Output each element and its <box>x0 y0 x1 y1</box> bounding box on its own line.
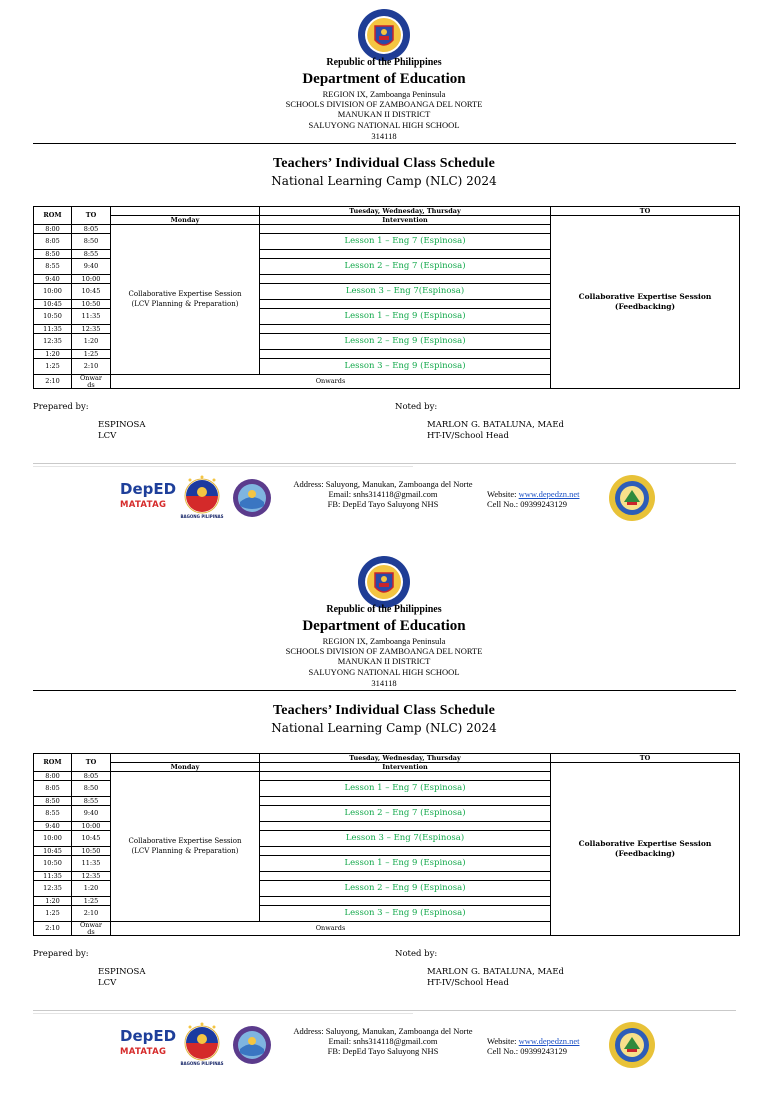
time-to: 10:00 <box>72 275 111 284</box>
intervention-cell <box>260 897 551 906</box>
footer-website-link[interactable]: www.depedzn.net <box>518 1036 580 1046</box>
onwards-part-2: ds <box>87 380 95 389</box>
time-to: 10:50 <box>72 847 111 856</box>
intervention-cell: Lesson 2 – Eng 7 (Espinosa) <box>260 806 551 822</box>
monday-session-cell <box>111 772 260 922</box>
time-to: 2:10 <box>72 359 111 375</box>
footer-address: Address: Saluyong, Manukan, Zamboanga del Norte <box>293 1026 473 1036</box>
col-header-from: ROM <box>34 207 72 225</box>
col-header-monday: Monday <box>111 216 260 225</box>
time-to: 12:35 <box>72 872 111 881</box>
time-from: 10:00 <box>34 284 72 300</box>
col-header-to: TO <box>72 754 111 772</box>
time-to: 12:35 <box>72 325 111 334</box>
prepared-by-name: ESPINOSA <box>98 420 146 430</box>
col-header-to-right: TO <box>551 754 740 763</box>
onwards-part-1: Onwar <box>79 374 103 382</box>
deped-matatag-logo <box>118 1025 177 1065</box>
time-from: 12:35 <box>34 881 72 897</box>
schedule-header-row <box>34 207 740 216</box>
prepared-by-position: LCV <box>98 431 117 441</box>
time-to: 1:20 <box>72 334 111 350</box>
school-seal-logo <box>608 474 656 522</box>
deped-seal-icon <box>357 8 411 62</box>
footer-web-block <box>487 490 579 510</box>
schedule-table <box>33 753 740 936</box>
intervention-cell <box>260 250 551 259</box>
document-subtitle: National Learning Camp (NLC) 2024 <box>271 721 497 735</box>
footer-email: Email: snhs314118@gmail.com <box>328 1035 438 1046</box>
prepared-by-label: Prepared by: <box>33 402 89 412</box>
header-department: Department of Education <box>302 71 466 87</box>
schedule-header-row <box>34 754 740 763</box>
footer-divider-secondary <box>33 466 413 467</box>
footer-website-label: Website: <box>487 1036 519 1046</box>
col-header-intervention: Intervention <box>260 216 551 225</box>
time-from: 8:05 <box>34 234 72 250</box>
feedback-session-sub: (Feedbacking) <box>614 849 676 858</box>
intervention-cell <box>260 822 551 831</box>
matatag-logo-text: MATATAG <box>120 500 167 510</box>
intervention-cell <box>260 872 551 881</box>
header-school: SALUYONG NATIONAL HIGH SCHOOL <box>308 667 460 677</box>
feedback-session-sub: (Feedbacking) <box>614 302 676 311</box>
intervention-cell <box>260 350 551 359</box>
prepared-by-label: Prepared by: <box>33 949 89 959</box>
time-to: 2:10 <box>72 906 111 922</box>
header-divider <box>33 143 736 144</box>
noted-by-position: HT-IV/School Head <box>427 431 509 441</box>
time-from: 10:50 <box>34 309 72 325</box>
footer-cell: Cell No.: 09399243129 <box>487 498 568 509</box>
time-to: 8:50 <box>72 781 111 797</box>
noted-by-label: Noted by: <box>395 949 438 959</box>
header-district: MANUKAN II DISTRICT <box>337 656 431 666</box>
time-from: 1:25 <box>34 359 72 375</box>
onwards-cell: Onwards <box>111 922 551 936</box>
noted-by-position: HT-IV/School Head <box>427 978 509 988</box>
col-header-intervention: Intervention <box>260 763 551 772</box>
intervention-cell <box>260 325 551 334</box>
time-from: 10:45 <box>34 300 72 309</box>
time-from: 10:45 <box>34 847 72 856</box>
col-header-monday: Monday <box>111 763 260 772</box>
col-header-to: TO <box>72 207 111 225</box>
header-school: SALUYONG NATIONAL HIGH SCHOOL <box>308 120 460 130</box>
header-division: SCHOOLS DIVISION OF ZAMBOANGA DEL NORTE <box>285 99 483 109</box>
footer-website-label: Website: <box>487 489 519 499</box>
time-from: 2:10 <box>34 375 72 389</box>
feedback-session-title: Collaborative Expertise Session <box>578 838 712 848</box>
time-from: 1:20 <box>34 350 72 359</box>
time-from: 2:10 <box>34 922 72 936</box>
matatag-logo-text: MATATAG <box>120 1047 167 1057</box>
bagong-pilipinas-text: BAGONG PILIPINAS <box>180 1061 224 1066</box>
school-seal-logo <box>608 1021 656 1069</box>
intervention-cell: Lesson 3 – Eng 9 (Espinosa) <box>260 906 551 922</box>
schedule-table <box>33 206 740 389</box>
col-header-days: Tuesday, Wednesday, Thursday <box>260 754 551 763</box>
intervention-cell: Lesson 3 – Eng 9 (Espinosa) <box>260 359 551 375</box>
prepared-by-position: LCV <box>98 978 117 988</box>
time-to: 11:35 <box>72 856 111 872</box>
intervention-cell <box>260 772 551 781</box>
intervention-cell: Lesson 1 – Eng 9 (Espinosa) <box>260 309 551 325</box>
onwards-part-1: Onwar <box>79 921 103 929</box>
document-subtitle: National Learning Camp (NLC) 2024 <box>271 174 497 188</box>
time-from: 9:40 <box>34 275 72 284</box>
intervention-cell <box>260 275 551 284</box>
header-school-id: 314118 <box>371 678 397 688</box>
header-divider <box>33 690 736 691</box>
bagong-pilipinas-logo <box>178 474 226 520</box>
intervention-cell: Lesson 3 – Eng 7(Espinosa) <box>260 831 551 847</box>
footer-email: Email: snhs314118@gmail.com <box>328 488 438 499</box>
intervention-cell: Lesson 1 – Eng 7 (Espinosa) <box>260 234 551 250</box>
time-from: 10:50 <box>34 856 72 872</box>
footer-web-block <box>487 1037 579 1057</box>
time-from: 9:40 <box>34 822 72 831</box>
footer-divider <box>33 1010 736 1011</box>
feedback-session-title: Collaborative Expertise Session <box>578 291 712 301</box>
time-to: 9:40 <box>72 806 111 822</box>
monday-session-title: Collaborative Expertise Session <box>128 837 242 846</box>
time-to: 8:50 <box>72 234 111 250</box>
monday-session-sub: (LCV Planning & Preparation) <box>131 299 239 308</box>
document-title: Teachers’ Individual Class Schedule <box>272 156 496 171</box>
time-to: 8:55 <box>72 250 111 259</box>
division-seal-logo <box>232 478 272 518</box>
bagong-pilipinas-logo <box>178 1021 226 1067</box>
intervention-cell: Lesson 3 – Eng 7(Espinosa) <box>260 284 551 300</box>
time-from: 8:00 <box>34 772 72 781</box>
footer-address: Address: Saluyong, Manukan, Zamboanga del Norte <box>293 479 473 489</box>
intervention-cell <box>260 300 551 309</box>
footer-cell: Cell No.: 09399243129 <box>487 1045 568 1056</box>
prepared-by-name: ESPINOSA <box>98 967 146 977</box>
time-from: 8:50 <box>34 250 72 259</box>
time-from: 8:05 <box>34 781 72 797</box>
col-header-blank <box>111 207 260 216</box>
header-division: SCHOOLS DIVISION OF ZAMBOANGA DEL NORTE <box>285 646 483 656</box>
time-to: 11:35 <box>72 309 111 325</box>
footer-divider-secondary <box>33 1013 413 1014</box>
intervention-cell: Lesson 2 – Eng 7 (Espinosa) <box>260 259 551 275</box>
time-to: 9:40 <box>72 259 111 275</box>
intervention-cell: Lesson 2 – Eng 9 (Espinosa) <box>260 334 551 350</box>
col-header-blank <box>111 754 260 763</box>
time-from: 8:55 <box>34 806 72 822</box>
intervention-cell: Lesson 2 – Eng 9 (Espinosa) <box>260 881 551 897</box>
header-region: REGION IX, Zamboanga Peninsula <box>322 636 446 646</box>
header-republic: Republic of the Philippines <box>326 604 442 615</box>
onwards-cell: Onwards <box>111 375 551 389</box>
time-to: 1:25 <box>72 897 111 906</box>
time-from: 12:35 <box>34 334 72 350</box>
intervention-cell: Lesson 1 – Eng 7 (Espinosa) <box>260 781 551 797</box>
time-from: 10:00 <box>34 831 72 847</box>
document-title: Teachers’ Individual Class Schedule <box>272 703 496 718</box>
time-from: 8:00 <box>34 225 72 234</box>
division-seal-logo <box>232 1025 272 1065</box>
header-district: MANUKAN II DISTRICT <box>337 109 431 119</box>
time-to-onwards <box>72 922 111 936</box>
time-to: 8:55 <box>72 797 111 806</box>
intervention-cell <box>260 797 551 806</box>
time-from: 11:35 <box>34 325 72 334</box>
time-from: 1:20 <box>34 897 72 906</box>
onwards-part-2: ds <box>87 927 95 936</box>
noted-by-label: Noted by: <box>395 402 438 412</box>
header-school-id: 314118 <box>371 131 397 141</box>
noted-by-name: MARLON G. BATALUNA, MAEd <box>427 420 564 430</box>
time-to: 10:45 <box>72 284 111 300</box>
monday-session-sub: (LCV Planning & Preparation) <box>131 846 239 855</box>
footer-facebook: FB: DepEd Tayo Saluyong NHS <box>327 498 439 509</box>
time-from: 8:50 <box>34 797 72 806</box>
document-page-2 <box>0 547 768 1094</box>
time-from: 11:35 <box>34 872 72 881</box>
footer-divider <box>33 463 736 464</box>
deped-logo-text: DepED <box>120 1027 177 1045</box>
header-department: Department of Education <box>302 618 466 634</box>
intervention-cell <box>260 225 551 234</box>
time-to: 8:05 <box>72 772 111 781</box>
time-to: 10:45 <box>72 831 111 847</box>
time-to: 10:00 <box>72 822 111 831</box>
footer-address-block <box>284 1027 482 1056</box>
footer-facebook: FB: DepEd Tayo Saluyong NHS <box>327 1045 439 1056</box>
noted-by-name: MARLON G. BATALUNA, MAEd <box>427 967 564 977</box>
schedule-subheader-row <box>34 216 740 225</box>
bagong-pilipinas-text: BAGONG PILIPINAS <box>180 514 224 519</box>
col-header-from: ROM <box>34 754 72 772</box>
deped-matatag-logo <box>118 478 177 518</box>
feedback-session-cell <box>551 216 740 389</box>
time-from: 1:25 <box>34 906 72 922</box>
header-republic: Republic of the Philippines <box>326 57 442 68</box>
time-to: 1:20 <box>72 881 111 897</box>
monday-session-cell <box>111 225 260 375</box>
bagong-pilipinas-icon <box>178 1021 226 1061</box>
deped-seal-icon <box>357 555 411 609</box>
schedule-subheader-row <box>34 763 740 772</box>
col-header-to-right: TO <box>551 207 740 216</box>
time-to: 1:25 <box>72 350 111 359</box>
intervention-cell: Lesson 1 – Eng 9 (Espinosa) <box>260 856 551 872</box>
time-to: 10:50 <box>72 300 111 309</box>
header-region: REGION IX, Zamboanga Peninsula <box>322 89 446 99</box>
deped-logo-text: DepED <box>120 480 177 498</box>
monday-session-title: Collaborative Expertise Session <box>128 290 242 299</box>
feedback-session-cell <box>551 763 740 936</box>
col-header-days: Tuesday, Wednesday, Thursday <box>260 207 551 216</box>
bagong-pilipinas-icon <box>178 474 226 514</box>
intervention-cell <box>260 847 551 856</box>
time-from: 8:55 <box>34 259 72 275</box>
time-to: 8:05 <box>72 225 111 234</box>
time-to-onwards <box>72 375 111 389</box>
footer-website-link[interactable]: www.depedzn.net <box>518 489 580 499</box>
footer-address-block <box>284 480 482 509</box>
